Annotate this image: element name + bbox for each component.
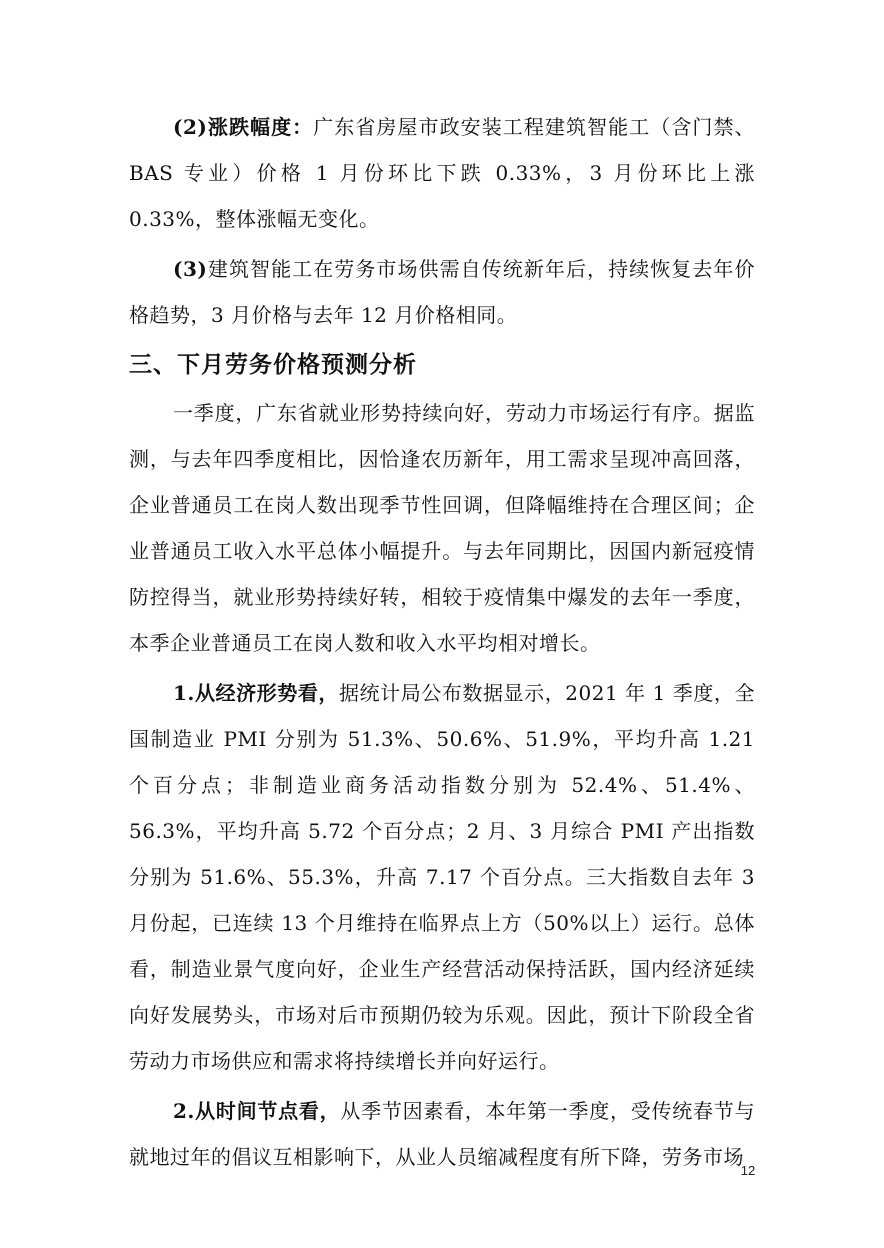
paragraph-text: 广东省房屋市政安装工程建筑智能工（含门禁、BAS 专业）价格 1 月份环比下跌 0.33%，3 月份环比上涨 0.33%，整体涨幅无变化。 bbox=[129, 115, 756, 231]
paragraph-text: 从季节因素看，本年第一季度，受传统春节与就地过年的倡议互相影响下，从业人员缩减程度有所下降，劳务市场 bbox=[129, 1099, 755, 1169]
paragraph-time-node bbox=[129, 1088, 755, 1180]
page-number: 12 bbox=[740, 1163, 756, 1178]
paragraph-label: (2)涨跌幅度： bbox=[173, 115, 314, 139]
paragraph-label: 1.从经济形势看， bbox=[173, 681, 339, 705]
paragraph-text: 建筑智能工在劳务市场供需自传统新年后，持续恢复去年价格趋势，3 月价格与去年 12 月价格相同。 bbox=[129, 257, 755, 327]
paragraph-price-change bbox=[129, 104, 755, 242]
paragraph-market-trend bbox=[129, 246, 755, 338]
page-body bbox=[129, 104, 755, 1180]
section-heading: 三、下月劳务价格预测分析 bbox=[129, 352, 417, 378]
paragraph-text: 据统计局公布数据显示，2021 年 1 季度，全国制造业 PMI 分别为 51.3%、50.6%、51.9%，平均升高 1.21 个百分点；非制造业商务活动指数分别为 52.4%、51.4%、56.3%，平均升高 5.72 个百分点；2 月、3 月综合 PMI 产出指数分别为 51.6%、55.3%，升高 7.17 个百分点。三大指数自去年 3 月份起，已连续 13 个月维持在临界点上方（50%以上）运行。总体看，制造业景气度向好，企业生产经营活动保持活跃，国内经济延续向好发展势头，市场对后市预期仍较为乐观。因此，预计下阶段全省劳动力市场供应和需求将持续增长并向好运行。 bbox=[129, 681, 755, 1073]
paragraph-intro: 一季度，广东省就业形势持续向好，劳动力市场运行有序。据监测，与去年四季度相比，因恰逢农历新年，用工需求呈现冲高回落，企业普通员工在岗人数出现季节性回调，但降幅维持在合理区间；企业普通员工收入水平总体小幅提升。与去年同期比，因国内新冠疫情防控得当，就业形势持续好转，相较于疫情集中爆发的去年一季度，本季企业普通员工在岗人数和收入水平均相对增长。 bbox=[129, 401, 755, 655]
paragraph-economic-outlook bbox=[129, 670, 755, 1084]
paragraph-label: 2.从时间节点看， bbox=[173, 1099, 341, 1123]
paragraph-label: (3) bbox=[173, 257, 208, 281]
